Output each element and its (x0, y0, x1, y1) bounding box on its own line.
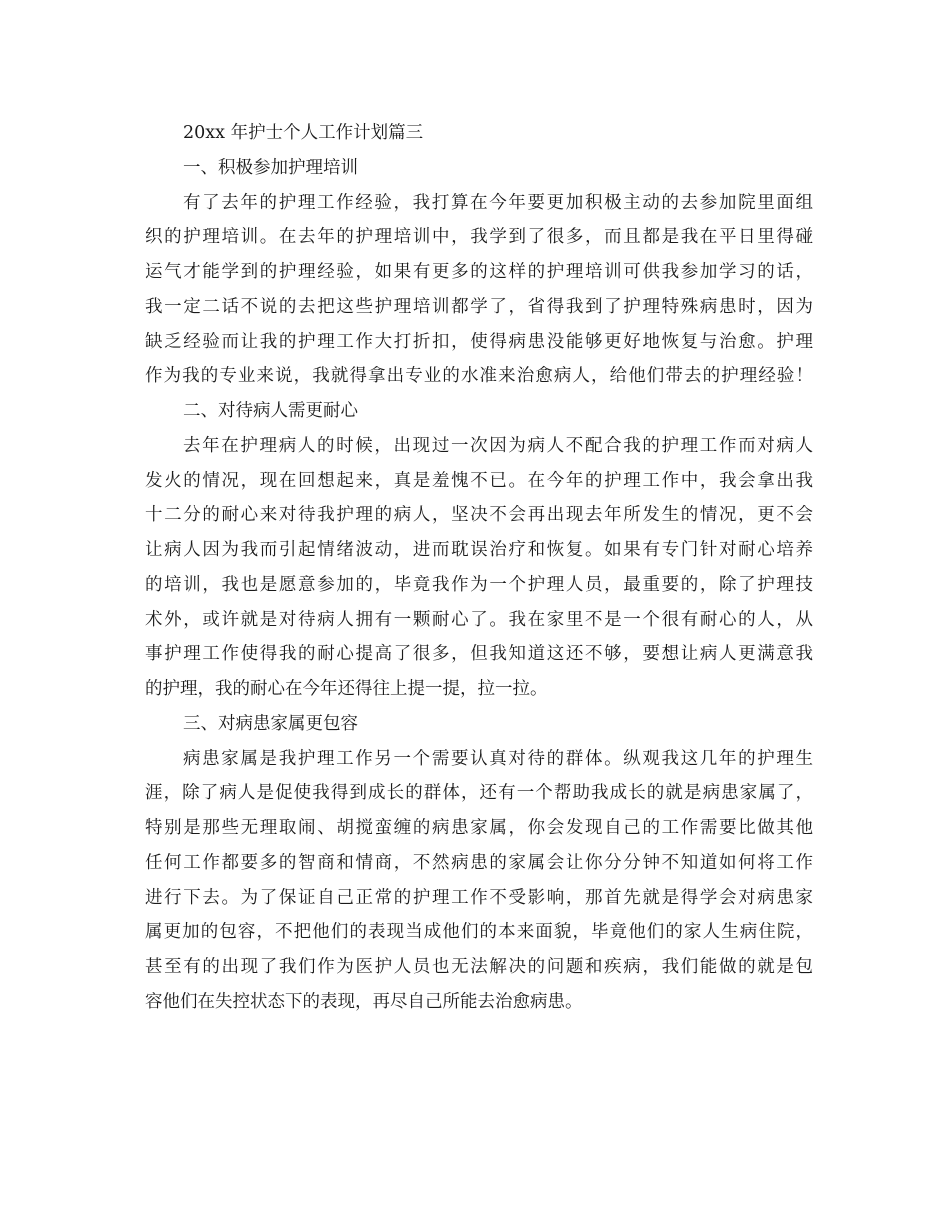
paragraph-line: 缺乏经验而让我的护理工作大打折扣，使得病患没能够更好地恢复与治愈。护理 (145, 331, 813, 352)
paragraph-line: 术外，或许就是对待病人拥有一颗耐心了。我在家里不是一个很有耐心的人，从 (145, 609, 813, 630)
paragraph-line: 事护理工作使得我的耐心提高了很多，但我知道这还不够，要想让病人更满意我 (145, 644, 813, 665)
document-title: 20xx 年护士个人工作计划篇三 (183, 123, 424, 143)
paragraph-line: 容他们在失控状态下的表现，再尽自己所能去治愈病患。 (145, 991, 583, 1012)
paragraph-line: 甚至有的出现了我们作为医护人员也无法解决的问题和疾病，我们能做的就是包 (145, 957, 813, 977)
paragraph-line: 涯，除了病人是促使我得到成长的群体，还有一个帮助我成长的就是病患家属了， (145, 783, 813, 804)
paragraph-line: 属更加的包容，不把他们的表现当成他们的本来面貌，毕竟他们的家人生病住院， (145, 922, 813, 943)
section-heading-2: 二、对待病人需更耐心 (183, 401, 358, 421)
paragraph-line: 作为我的专业来说，我就得拿出专业的水准来治愈病人，给他们带去的护理经验！ (145, 366, 813, 387)
paragraph-line: 有了去年的护理工作经验，我打算在今年要更加积极主动的去参加院里面组 (183, 192, 813, 213)
paragraph-line: 运气才能学到的护理经验，如果有更多的这样的护理培训可供我参加学习的话， (145, 262, 813, 282)
paragraph-line: 进行下去。为了保证自己正常的护理工作不受影响，那首先就是得学会对病患家 (145, 887, 813, 908)
paragraph-line: 病患家属是我护理工作另一个需要认真对待的群体。纵观我这几年的护理生 (183, 748, 813, 769)
section-heading-3: 三、对病患家属更包容 (183, 713, 358, 734)
paragraph-line: 任何工作都要多的智商和情商，不然病患的家属会让你分分钟不知道如何将工作 (145, 852, 813, 873)
document-body (145, 116, 813, 1020)
paragraph-line: 的培训，我也是愿意参加的，毕竟我作为一个护理人员，最重要的，除了护理技 (145, 574, 813, 595)
paragraph-line: 让病人因为我而引起情绪波动，进而耽误治疗和恢复。如果有专门针对耐心培养 (145, 540, 813, 560)
paragraph-line: 我一定二话不说的去把这些护理培训都学了，省得我到了护理特殊病患时，因为 (145, 296, 813, 317)
paragraph-line: 发火的情况，现在回想起来，真是羞愧不已。在今年的护理工作中，我会拿出我 (145, 470, 813, 491)
section-heading-1: 一、积极参加护理培训 (183, 157, 358, 178)
paragraph-line: 去年在护理病人的时候，出现过一次因为病人不配合我的护理工作而对病人 (183, 435, 813, 456)
paragraph-line: 织的护理培训。在去年的护理培训中，我学到了很多，而且都是我在平日里得碰 (145, 227, 813, 248)
paragraph-line: 十二分的耐心来对待我护理的病人，坚决不会再出现去年所发生的情况，更不会 (145, 505, 813, 526)
paragraph-line: 的护理，我的耐心在今年还得往上提一提，拉一拉。 (145, 679, 548, 699)
paragraph-line: 特别是那些无理取闹、胡搅蛮缠的病患家属，你会发现自己的工作需要比做其他 (145, 818, 813, 838)
